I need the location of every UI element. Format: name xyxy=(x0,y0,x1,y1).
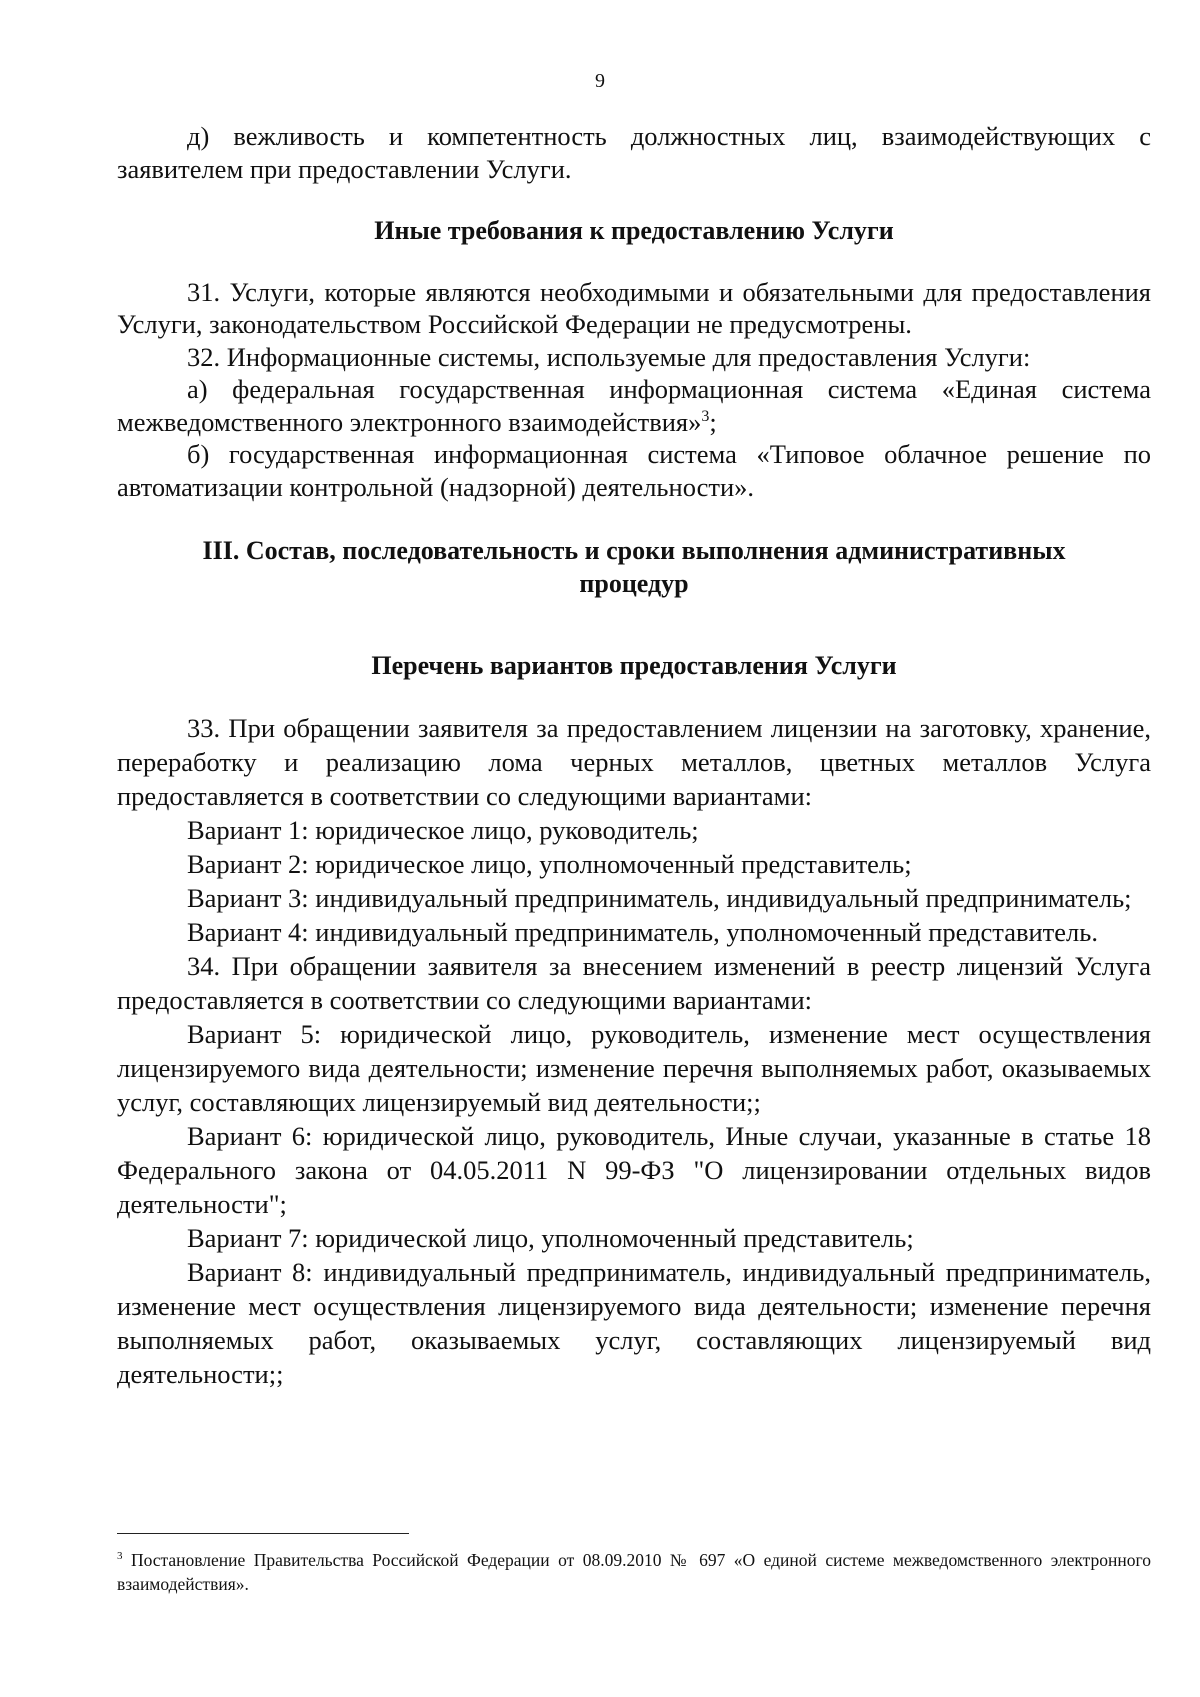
paragraph-32a-end: ; xyxy=(709,406,717,437)
variant-7: Вариант 7: юридической лицо, уполномоченный представитель; xyxy=(187,1222,914,1253)
heading-other-requirements: Иные требования к предоставлению Услуги xyxy=(374,216,894,245)
heading-section-3 xyxy=(117,535,1151,600)
paragraph-32b: б) государственная информационная система «Типовое облачное решение по автоматизации контрольной (надзорной) деятельности». xyxy=(117,439,1151,502)
variant-2: Вариант 2: юридическое лицо, уполномоченный представитель; xyxy=(187,848,912,879)
heading-section-3-line1: III. Состав, последовательность и сроки выполнения административных xyxy=(202,536,1066,565)
paragraph-33: 33. При обращении заявителя за предоставлением лицензии на заготовку, хранение, переработку и реализацию лома черных металлов, цветных металлов Услуга предоставляется в соответствии со следующими вариантами: xyxy=(117,712,1151,811)
page-number: 9 xyxy=(595,70,605,92)
footnote-marker: 3 xyxy=(117,1550,123,1562)
variants-block xyxy=(117,711,1151,1391)
paragraph-32a-text: а) федеральная государственная информационная система «Единая система межведомственного электронного взаимодействия» xyxy=(117,374,1151,437)
variant-4: Вариант 4: индивидуальный предприниматель, уполномоченный представитель. xyxy=(187,916,1098,947)
variant-1: Вариант 1: юридическое лицо, руководитель; xyxy=(187,814,699,845)
page-content xyxy=(117,120,1151,1391)
paragraph-32: 32. Информационные системы, используемые для предоставления Услуги: xyxy=(187,341,1031,372)
paragraph-31: 31. Услуги, которые являются необходимыми и обязательными для предоставления Услуги, законодательством Российской Федерации не предусмотрены. xyxy=(117,276,1151,339)
footnote xyxy=(117,1548,1151,1596)
footnote-separator xyxy=(117,1533,409,1534)
heading-variants-list: Перечень вариантов предоставления Услуги xyxy=(371,651,897,680)
footnote-text: Постановление Правительства Российской Федерации от 08.09.2010 № 697 «О единой системе межведомственного электронного взаимодействия». xyxy=(117,1550,1151,1594)
paragraph-d: д) вежливость и компетентность должностных лиц, взаимодействующих с заявителем при предоставлении Услуги. xyxy=(117,121,1151,184)
paragraph-32a xyxy=(117,373,1151,438)
heading-section-3-line2: процедур xyxy=(579,568,689,598)
variant-8: Вариант 8: индивидуальный предприниматель, индивидуальный предприниматель, изменение мест осуществления лицензируемого вида деятельности; изменение перечня выполняемых работ, оказываемых услуг, составляющих лицензируемый вид деятельности;; xyxy=(117,1256,1151,1389)
paragraph-34: 34. При обращении заявителя за внесением изменений в реестр лицензий Услуга предоставляется в соответствии со следующими вариантами: xyxy=(117,950,1151,1015)
footnote-reference: 3 xyxy=(701,407,710,425)
variant-5: Вариант 5: юридической лицо, руководитель, изменение мест осуществления лицензируемого вида деятельности; изменение перечня выполняемых работ, оказываемых услуг, составляющих лицензируемый вид деятельности;; xyxy=(117,1018,1151,1117)
variant-6: Вариант 6: юридической лицо, руководитель, Иные случаи, указанные в статье 18 Федерального закона от 04.05.2011 N 99-ФЗ "О лицензировании отдельных видов деятельности"; xyxy=(117,1120,1151,1219)
variant-3: Вариант 3: индивидуальный предприниматель, индивидуальный предприниматель; xyxy=(187,882,1132,913)
